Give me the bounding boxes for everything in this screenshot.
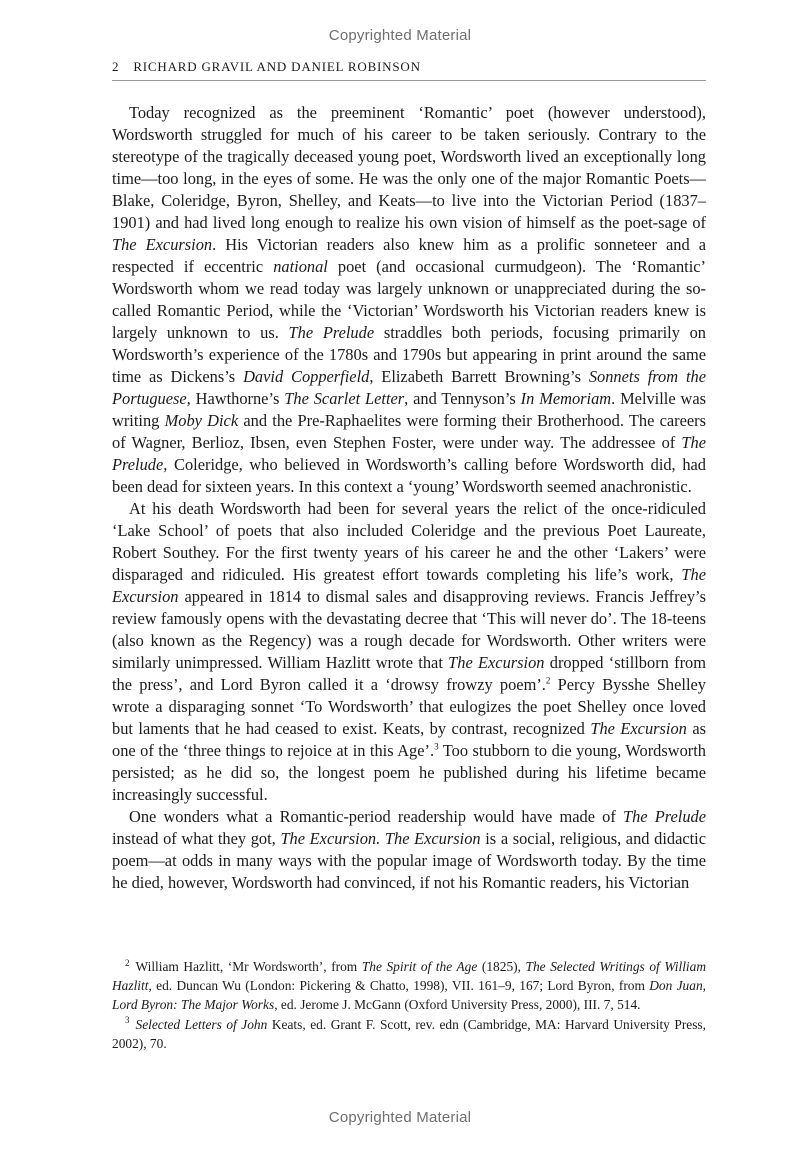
italic-title: Sonnets from the Portuguese,: [112, 367, 706, 408]
italic-title: In Memoriam: [520, 389, 612, 408]
text-run: as one of the ‘three things to rejoice at in this Age’.: [112, 719, 706, 760]
footnotes: [112, 957, 706, 1053]
footnote-number: 2: [125, 957, 130, 968]
italic-title: The Excursion: [112, 235, 213, 254]
text-run: appeared in 1814 to dismal sales and disapproving reviews. Francis Jeffrey’s review famously opens with the devastating decree that ‘This will never do’. The 18-teens (also known as the Regency) was a rough decade for Wordsworth. Other writers were similarly unimpressed. William Hazlitt wrote that: [112, 587, 706, 672]
text-run: is a social, religious, and didactic poem—at odds in many ways with the popular image of Wordsworth today. By the time he died, however, Wordsworth had convinced, if not his Romantic readers, his Victorian: [112, 829, 706, 892]
italic-title: David Copperfield: [243, 367, 370, 386]
watermark-top: Copyrighted Material: [328, 27, 472, 44]
text-run: instead of what they got,: [112, 829, 281, 848]
text-run: . His Victorian readers also knew him as a prolific sonneteer and a respected if eccentric: [112, 235, 706, 276]
footnote-2: [112, 957, 706, 1015]
text-run: One wonders what a Romantic-period readership would have made of: [129, 807, 623, 826]
paragraph-3: [112, 806, 706, 894]
text-run: , Elizabeth Barrett Browning’s: [369, 367, 589, 386]
italic-title: The Excursion: [384, 829, 481, 848]
paragraph-1: [112, 102, 706, 498]
text-run: William Hazlitt, ‘Mr Wordsworth’, from: [135, 959, 362, 974]
footnote-ref-3[interactable]: 3: [434, 741, 439, 752]
italic-title: Selected Letters of John: [135, 1016, 268, 1032]
italic-title: The Prelude,: [112, 433, 706, 474]
footnote-number: 3: [125, 1015, 130, 1026]
italic-word: national: [273, 257, 328, 276]
text-run: Too stubborn to die young, Wordsworth persisted; as he did so, the longest poem he published during his lifetime became increasingly successful.: [112, 741, 706, 804]
italic-title: The Excursion: [112, 565, 706, 606]
body-text: [112, 102, 706, 894]
italic-title: Moby Dick: [164, 411, 239, 430]
text-run: and the Pre-Raphaelites were forming their Brotherhood. The careers of Wagner, Berlioz, Ibsen, even Stephen Foster, were under way. The addressee of: [112, 411, 706, 452]
text-run: Percy Bysshe Shelley wrote a disparaging sonnet ‘To Wordsworth’ that eulogizes the poet Shelley once loved but laments that he had ceased to exist. Keats, by contrast, recognized: [112, 675, 706, 738]
paragraph-2: [112, 498, 706, 806]
italic-title: The Excursion.: [280, 829, 381, 848]
footnote-ref-2[interactable]: 2: [545, 675, 551, 686]
text-run: (1825),: [477, 959, 526, 974]
running-head: [112, 58, 706, 81]
italic-title: Don Juan, Lord Byron: The Major Works: [112, 978, 706, 1013]
text-run: Keats, ed. Grant F. Scott, rev. edn (Cambridge, MA: Harvard University Press, 2002), 70.: [112, 1016, 706, 1051]
text-run: . Melville was writing: [112, 389, 706, 430]
text-run: straddles both periods, focusing primarily on Wordsworth’s experience of the 1780s and 1790s but appearing in print around the same time as Dickens’s: [112, 323, 707, 386]
text-run: dropped ‘stillborn from the press’, and Lord Byron called it a ‘drowsy frowzy poem’.: [112, 653, 706, 694]
watermark-bottom: Copyrighted Material: [328, 1109, 472, 1126]
running-head-authors: RICHARD GRAVIL AND DANIEL ROBINSON: [133, 59, 421, 74]
text-run: Coleridge, who believed in Wordsworth’s calling before Wordsworth did, had been dead for sixteen years. In this context a ‘young’ Wordsworth seemed anachronistic.: [112, 455, 706, 496]
italic-title: The Prelude: [622, 807, 706, 826]
text-run: , and Tennyson’s: [404, 389, 521, 408]
italic-title: The Excursion: [448, 653, 545, 672]
italic-title: The Scarlet Letter: [284, 389, 405, 408]
italic-title: The Prelude: [288, 323, 375, 342]
text-run: Hawthorne’s: [190, 389, 285, 408]
footnote-3: [112, 1015, 706, 1053]
text-run: , ed. Duncan Wu (London: Pickering & Chatto, 1998), VII. 161–9, 167; Lord Byron, from: [148, 978, 650, 994]
text-run: poet (and occasional curmudgeon). The ‘Romantic’ Wordsworth whom we read today was largely unknown or unappreciated during the so-called Romantic Period, while the ‘Victorian’ Wordsworth his Victorian readers knew is largely unknown to us.: [112, 257, 707, 342]
text-run: At his death Wordsworth had been for several years the relict of the once-ridiculed ‘Lake School’ of poets that also included Coleridge and the previous Poet Laureate, Robert Southey. For the first twenty years of his career he and the other ‘Lakers’ were disparaged and ridiculed. His greatest effort towards completing his life’s work,: [112, 499, 706, 584]
text-run: , ed. Jerome J. McGann (Oxford University Press, 2000), III. 7, 514.: [274, 997, 641, 1013]
italic-title: The Excursion: [590, 719, 687, 738]
page-number: 2: [112, 59, 120, 74]
italic-title: The Spirit of the Age: [361, 959, 478, 974]
text-run: Today recognized as the preeminent ‘Romantic’ poet (however understood), Wordsworth struggled for much of his career to be taken seriously. Contrary to the stereotype of the tragically deceased young poet, Wordsworth lived an exceptionally long time—too long, in the eyes of some. He was the only one of the major Romantic Poets—Blake, Coleridge, Byron, Shelley, and Keats—to live into the Victorian Period (1837–1901) and had lived long enough to realize his own vision of himself as the poet-sage of: [112, 103, 706, 232]
italic-title: The Selected Writings of William Hazlitt: [112, 959, 706, 994]
